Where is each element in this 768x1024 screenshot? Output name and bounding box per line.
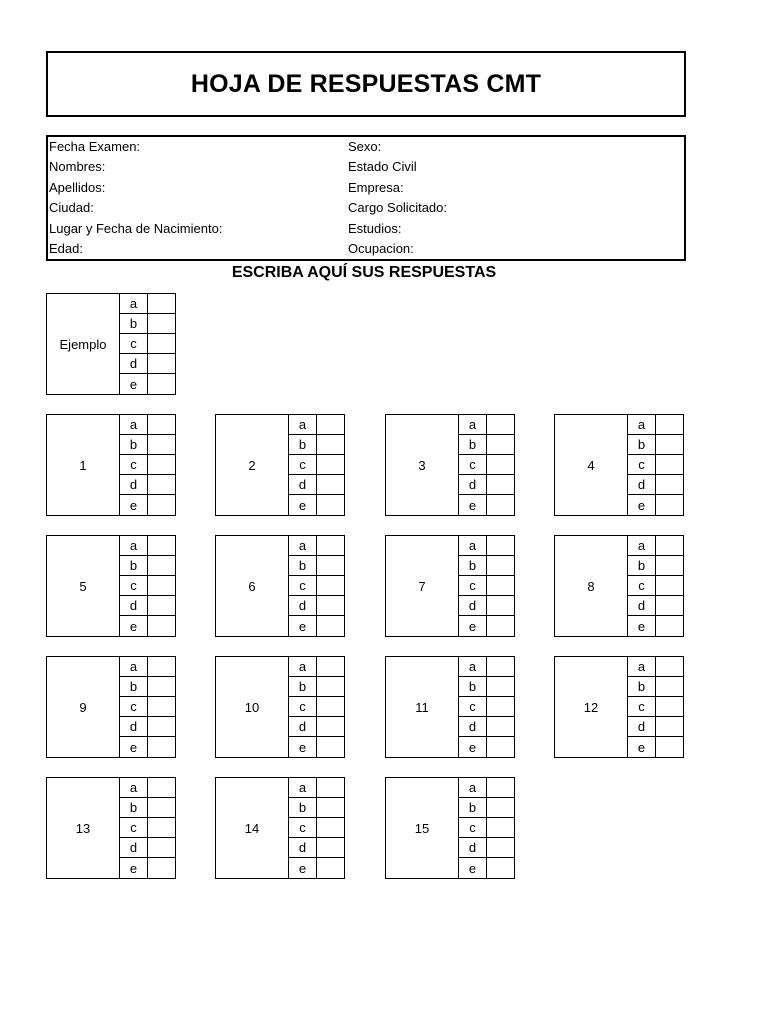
- answer-box[interactable]: [148, 596, 175, 616]
- answer-box[interactable]: [317, 737, 344, 757]
- answer-box[interactable]: [148, 657, 175, 677]
- option-letter: e: [468, 860, 477, 876]
- answer-box[interactable]: [317, 455, 344, 475]
- option-letters-column: [289, 778, 317, 878]
- field-estado-civil[interactable]: Estado Civil: [348, 159, 417, 175]
- question-1-block: [46, 414, 176, 516]
- question-13-label: 13: [47, 778, 120, 878]
- answer-box[interactable]: [317, 697, 344, 717]
- question-12-block: [554, 656, 684, 758]
- option-letter: c: [459, 455, 486, 475]
- option-letter: d: [459, 838, 486, 858]
- option-letter: c: [459, 576, 486, 596]
- field-fecha-examen[interactable]: Fecha Examen:: [49, 139, 141, 154]
- question-8-block: [554, 535, 684, 637]
- answer-box[interactable]: [656, 576, 683, 596]
- answer-box[interactable]: [656, 657, 683, 677]
- answer-boxes-column: [148, 657, 175, 757]
- answer-box[interactable]: [317, 838, 344, 858]
- question-3-block: [385, 414, 515, 516]
- info-column-right: [348, 137, 447, 259]
- answer-box[interactable]: [487, 435, 514, 455]
- answer-box[interactable]: [317, 818, 344, 838]
- option-letters-column: [120, 415, 148, 515]
- answer-boxes-column: [317, 415, 344, 515]
- answer-box[interactable]: [487, 556, 514, 576]
- field-edad[interactable]: Edad:: [49, 240, 83, 256]
- option-letter: e: [129, 497, 138, 513]
- option-letter: a: [459, 415, 486, 435]
- question-9-label: 9: [47, 657, 120, 757]
- answer-box[interactable]: [487, 495, 514, 515]
- option-letter: b: [628, 435, 655, 455]
- option-letter: e: [637, 497, 646, 513]
- field-nombres[interactable]: Nombres:: [49, 159, 106, 175]
- option-letter: d: [289, 838, 316, 858]
- answer-boxes-column: [148, 415, 175, 515]
- answer-box[interactable]: [148, 818, 175, 838]
- option-letter: c: [289, 576, 316, 596]
- option-letter: b: [120, 677, 147, 697]
- field-empresa[interactable]: Empresa:: [348, 179, 404, 195]
- option-letter: e: [298, 497, 307, 513]
- option-letter: a: [459, 536, 486, 556]
- answer-box[interactable]: [487, 596, 514, 616]
- info-column-left: [49, 137, 222, 259]
- option-letter: e: [129, 739, 138, 755]
- option-letter: c: [289, 818, 316, 838]
- option-letter: d: [120, 596, 147, 616]
- answer-boxes-column: [487, 536, 514, 636]
- question-14-label: 14: [216, 778, 289, 878]
- option-letter: a: [289, 415, 316, 435]
- option-letter: a: [120, 657, 147, 677]
- answer-box[interactable]: [317, 717, 344, 737]
- option-letter: c: [628, 697, 655, 717]
- option-letter: e: [298, 860, 307, 876]
- answer-box[interactable]: [487, 415, 514, 435]
- option-letter: e: [129, 376, 138, 392]
- answer-box[interactable]: [487, 536, 514, 556]
- field-lugar-fecha-nacimiento[interactable]: Lugar y Fecha de Nacimiento:: [49, 220, 223, 236]
- question-12-label: 12: [555, 657, 628, 757]
- personal-info-box: [46, 135, 686, 261]
- question-15-label: 15: [386, 778, 459, 878]
- question-14-block: [215, 777, 345, 879]
- option-letter: a: [120, 294, 147, 314]
- answer-box[interactable]: [317, 596, 344, 616]
- option-letter: d: [459, 717, 486, 737]
- option-letter: a: [120, 536, 147, 556]
- option-letters-column: [120, 657, 148, 757]
- answer-box[interactable]: [317, 415, 344, 435]
- answer-box[interactable]: [148, 294, 175, 314]
- answer-box[interactable]: [317, 556, 344, 576]
- question-5-label: 5: [47, 536, 120, 636]
- option-letter: a: [120, 778, 147, 798]
- answer-box[interactable]: [148, 838, 175, 858]
- option-letter: d: [120, 354, 147, 374]
- option-letter: a: [459, 657, 486, 677]
- option-letter: d: [120, 838, 147, 858]
- option-letter: b: [628, 677, 655, 697]
- option-letters-column: [289, 536, 317, 636]
- option-letters-column: [289, 415, 317, 515]
- answer-box[interactable]: [317, 475, 344, 495]
- option-letter: a: [628, 415, 655, 435]
- option-letter: e: [637, 739, 646, 755]
- option-letters-column: [628, 657, 656, 757]
- title-box: [46, 51, 686, 117]
- option-letter: a: [289, 536, 316, 556]
- option-letter: c: [120, 818, 147, 838]
- answer-boxes-column: [317, 778, 344, 878]
- question-9-block: [46, 656, 176, 758]
- option-letter: b: [459, 435, 486, 455]
- question-10-label: 10: [216, 657, 289, 757]
- question-11-label: 11: [386, 657, 459, 757]
- answer-box[interactable]: [656, 495, 683, 515]
- answer-box[interactable]: [148, 334, 175, 354]
- question-6-block: [215, 535, 345, 637]
- option-letter: b: [628, 556, 655, 576]
- question-7-block: [385, 535, 515, 637]
- option-letter: a: [628, 657, 655, 677]
- answer-box[interactable]: [148, 778, 175, 798]
- question-6-label: 6: [216, 536, 289, 636]
- answer-box[interactable]: [317, 657, 344, 677]
- option-letter: e: [129, 618, 138, 634]
- answer-box[interactable]: [487, 576, 514, 596]
- answers-subtitle: ESCRIBA AQUÍ SUS RESPUESTAS: [231, 264, 497, 281]
- field-apellidos[interactable]: Apellidos:: [49, 179, 106, 195]
- answer-box[interactable]: [317, 576, 344, 596]
- option-letter: e: [637, 618, 646, 634]
- answer-box[interactable]: [148, 556, 175, 576]
- question-2-label: 2: [216, 415, 289, 515]
- answer-boxes-column: [317, 536, 344, 636]
- answer-box[interactable]: [148, 717, 175, 737]
- answer-boxes-column: [148, 536, 175, 636]
- option-letter: b: [289, 435, 316, 455]
- option-letter: d: [628, 475, 655, 495]
- option-letter: e: [468, 497, 477, 513]
- answer-box[interactable]: [487, 717, 514, 737]
- answer-box[interactable]: [487, 657, 514, 677]
- option-letter: b: [120, 556, 147, 576]
- answer-boxes-column: [487, 778, 514, 878]
- answer-box[interactable]: [656, 616, 683, 636]
- option-letter: c: [120, 334, 147, 354]
- question-5-block: [46, 535, 176, 637]
- option-letter: d: [459, 475, 486, 495]
- option-letters-column: [289, 657, 317, 757]
- answer-box[interactable]: [656, 415, 683, 435]
- option-letter: a: [628, 536, 655, 556]
- option-letter: c: [120, 576, 147, 596]
- answer-box[interactable]: [656, 596, 683, 616]
- answer-box[interactable]: [656, 556, 683, 576]
- answer-box[interactable]: [148, 616, 175, 636]
- question-11-block: [385, 656, 515, 758]
- option-letter: c: [120, 455, 147, 475]
- answer-boxes-column: [148, 778, 175, 878]
- answer-box[interactable]: [487, 697, 514, 717]
- option-letter: e: [298, 739, 307, 755]
- option-letters-column: [459, 536, 487, 636]
- answer-box[interactable]: [487, 798, 514, 818]
- answer-box[interactable]: [487, 616, 514, 636]
- answer-box[interactable]: [487, 778, 514, 798]
- option-letter: b: [120, 798, 147, 818]
- answer-box[interactable]: [487, 858, 514, 878]
- answer-box[interactable]: [317, 778, 344, 798]
- answer-box[interactable]: [148, 536, 175, 556]
- option-letter: d: [628, 717, 655, 737]
- question-8-label: 8: [555, 536, 628, 636]
- answer-box[interactable]: [148, 858, 175, 878]
- answer-box[interactable]: [148, 495, 175, 515]
- answer-box[interactable]: [148, 314, 175, 334]
- option-letters-column: [459, 778, 487, 878]
- option-letter: a: [289, 657, 316, 677]
- answer-boxes-column: [148, 294, 175, 394]
- option-letter: c: [628, 576, 655, 596]
- answer-box[interactable]: [317, 616, 344, 636]
- answer-box[interactable]: [148, 455, 175, 475]
- option-letters-column: [120, 536, 148, 636]
- answer-boxes-column: [487, 657, 514, 757]
- option-letters-column: [628, 415, 656, 515]
- answer-boxes-column: [656, 657, 683, 757]
- question-4-block: [554, 414, 684, 516]
- option-letter: c: [289, 697, 316, 717]
- field-ciudad[interactable]: Ciudad:: [49, 200, 94, 216]
- option-letters-column: [120, 778, 148, 878]
- question-1-label: 1: [47, 415, 120, 515]
- answer-box[interactable]: [487, 838, 514, 858]
- answer-box[interactable]: [487, 677, 514, 697]
- option-letter: d: [120, 717, 147, 737]
- answer-box[interactable]: [148, 697, 175, 717]
- option-letter: e: [468, 618, 477, 634]
- option-letters-column: [628, 536, 656, 636]
- answer-boxes-column: [487, 415, 514, 515]
- option-letters-column: [459, 657, 487, 757]
- option-letter: b: [459, 556, 486, 576]
- option-letter: e: [298, 618, 307, 634]
- option-letter: c: [289, 455, 316, 475]
- answer-box[interactable]: [148, 354, 175, 374]
- question-10-block: [215, 656, 345, 758]
- question-3-label: 3: [386, 415, 459, 515]
- option-letter: c: [120, 697, 147, 717]
- option-letter: c: [628, 455, 655, 475]
- option-letter: b: [120, 314, 147, 334]
- answer-box[interactable]: [317, 495, 344, 515]
- answer-box[interactable]: [148, 576, 175, 596]
- answer-box[interactable]: [656, 455, 683, 475]
- question-13-block: [46, 777, 176, 879]
- option-letter: d: [289, 475, 316, 495]
- question-2-block: [215, 414, 345, 516]
- option-letter: e: [468, 739, 477, 755]
- answer-box[interactable]: [487, 455, 514, 475]
- field-estudios[interactable]: Estudios:: [348, 220, 402, 236]
- option-letter: d: [120, 475, 147, 495]
- answer-box[interactable]: [656, 536, 683, 556]
- option-letters-column: [120, 294, 148, 394]
- answer-box[interactable]: [656, 475, 683, 495]
- option-letter: a: [289, 778, 316, 798]
- answer-box[interactable]: [148, 374, 175, 394]
- answer-box[interactable]: [656, 737, 683, 757]
- answer-box[interactable]: [148, 475, 175, 495]
- answer-box[interactable]: [148, 798, 175, 818]
- answer-box[interactable]: [656, 717, 683, 737]
- answer-box[interactable]: [148, 737, 175, 757]
- option-letters-column: [459, 415, 487, 515]
- answer-boxes-column: [656, 536, 683, 636]
- field-sexo[interactable]: Sexo:: [348, 139, 382, 154]
- page-title: HOJA DE RESPUESTAS CMT: [190, 69, 542, 98]
- answer-box[interactable]: [487, 475, 514, 495]
- answer-box[interactable]: [317, 536, 344, 556]
- question-15-block: [385, 777, 515, 879]
- field-cargo-solicitado[interactable]: Cargo Solicitado:: [348, 200, 447, 216]
- option-letter: d: [289, 596, 316, 616]
- option-letter: b: [459, 677, 486, 697]
- answer-boxes-column: [656, 415, 683, 515]
- option-letter: d: [628, 596, 655, 616]
- example-label: Ejemplo: [47, 294, 120, 394]
- option-letter: a: [459, 778, 486, 798]
- option-letter: c: [459, 818, 486, 838]
- answer-box[interactable]: [656, 435, 683, 455]
- question-7-label: 7: [386, 536, 459, 636]
- question-4-label: 4: [555, 415, 628, 515]
- answer-boxes-column: [317, 657, 344, 757]
- option-letter: b: [289, 556, 316, 576]
- option-letter: b: [289, 677, 316, 697]
- answer-box[interactable]: [148, 435, 175, 455]
- answer-box[interactable]: [148, 415, 175, 435]
- answer-box[interactable]: [317, 435, 344, 455]
- answer-box[interactable]: [317, 858, 344, 878]
- answer-box[interactable]: [148, 677, 175, 697]
- option-letter: b: [120, 435, 147, 455]
- option-letter: d: [459, 596, 486, 616]
- option-letter: d: [289, 717, 316, 737]
- example-block: [46, 293, 176, 395]
- answer-box[interactable]: [656, 677, 683, 697]
- field-ocupacion[interactable]: Ocupacion:: [348, 240, 414, 256]
- option-letter: a: [120, 415, 147, 435]
- option-letter: b: [289, 798, 316, 818]
- option-letter: b: [459, 798, 486, 818]
- answer-box[interactable]: [317, 677, 344, 697]
- answer-box[interactable]: [317, 798, 344, 818]
- answer-box[interactable]: [656, 697, 683, 717]
- answer-box[interactable]: [487, 818, 514, 838]
- option-letter: c: [459, 697, 486, 717]
- option-letter: e: [129, 860, 138, 876]
- answer-box[interactable]: [487, 737, 514, 757]
